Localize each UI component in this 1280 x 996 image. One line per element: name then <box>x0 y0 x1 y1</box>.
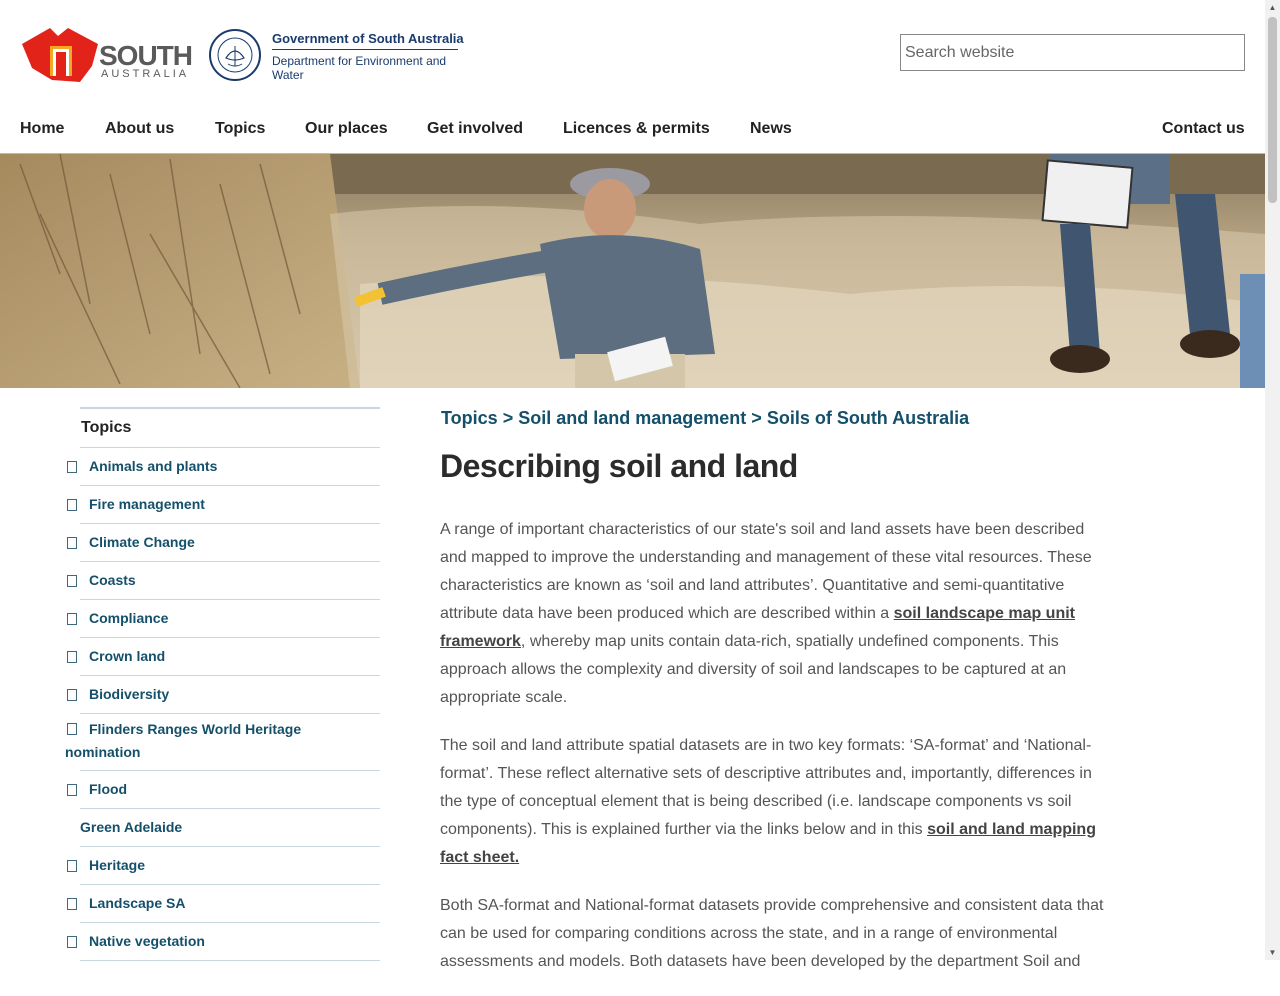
paragraph <box>440 516 1110 712</box>
breadcrumb-topics[interactable]: Topics <box>441 408 498 428</box>
sidebar-item-label: Native vegetation <box>89 933 205 949</box>
paragraph-text: Both SA-format and National-format datasets provide comprehensive and consistent data that can be used for comparing conditions across the state, and in a range of environmental assessments and models. Both datasets have been developed by the department Soil and <box>440 897 1104 970</box>
expand-icon[interactable] <box>67 936 77 948</box>
main-nav <box>0 110 1265 150</box>
sidebar-item-flinders-ranges[interactable] <box>65 714 380 771</box>
sidebar-item-heritage[interactable] <box>80 847 380 885</box>
breadcrumb-separator: > <box>502 408 514 428</box>
sidebar-item-climate-change[interactable] <box>80 524 380 562</box>
sidebar-item-label: Flinders Ranges World Heritage nomination <box>65 721 302 760</box>
nav-contact-us[interactable]: Contact us <box>1162 120 1245 137</box>
sidebar-item-label: Crown land <box>89 648 166 664</box>
sidebar-item-label: Fire management <box>89 496 205 512</box>
paragraph <box>440 892 1110 976</box>
sidebar-item-label: Coasts <box>89 572 136 588</box>
soil-landscape-map-unit-link[interactable]: soil landscape map unit framework <box>440 605 1075 650</box>
sidebar-item-coasts[interactable] <box>80 562 380 600</box>
sidebar-item-label: Landscape SA <box>89 895 186 911</box>
nav-news[interactable]: News <box>750 120 792 137</box>
expand-icon[interactable] <box>67 575 77 587</box>
topics-sidebar <box>65 407 380 961</box>
south-australia-logo[interactable] <box>22 22 192 82</box>
page-title: Describing soil and land <box>440 448 798 484</box>
expand-icon[interactable] <box>67 651 77 663</box>
sidebar-item-label: Compliance <box>89 610 169 626</box>
breadcrumb <box>441 408 969 429</box>
state-crest-icon <box>208 28 262 82</box>
south-australia-map-icon <box>22 24 100 82</box>
paragraph <box>440 732 1110 872</box>
sidebar-item-flood[interactable] <box>80 771 380 809</box>
breadcrumb-soils-of-south-australia[interactable]: Soils of South Australia <box>766 408 970 428</box>
sidebar-item-fire-management[interactable] <box>80 486 380 524</box>
gov-divider <box>272 49 458 50</box>
sidebar-item-label: Green Adelaide <box>80 819 183 835</box>
site-header <box>0 0 1265 153</box>
paragraph-text: , whereby map units contain data-rich, spatially undefined components. This approach allows the complexity and diversity of soil and landscapes to be captured at an appropriate scale. <box>440 633 1067 706</box>
sidebar-item-biodiversity[interactable] <box>80 676 380 714</box>
scroll-up-arrow-icon[interactable]: ▲ <box>1268 3 1277 12</box>
sa-logo-word: SOUTH <box>99 40 192 71</box>
sidebar-item-label: Flood <box>89 781 128 797</box>
expand-icon[interactable] <box>67 537 77 549</box>
sidebar-item-crown-land[interactable] <box>80 638 380 676</box>
scroll-down-arrow-icon[interactable]: ▼ <box>1268 948 1277 957</box>
nav-get-involved[interactable]: Get involved <box>427 120 524 137</box>
gov-department: Department for Environment and Water <box>272 54 447 82</box>
expand-icon[interactable] <box>67 898 77 910</box>
sidebar-item-green-adelaide[interactable] <box>80 809 380 847</box>
expand-icon[interactable] <box>67 784 77 796</box>
sidebar-title: Topics <box>80 407 380 448</box>
expand-icon[interactable] <box>67 499 77 511</box>
nav-licences-permits[interactable]: Licences & permits <box>563 120 710 137</box>
expand-icon[interactable] <box>67 461 77 473</box>
expand-icon[interactable] <box>67 860 77 872</box>
sa-logo-sub: AUSTRALIA <box>101 68 190 80</box>
main-content <box>440 516 1110 996</box>
breadcrumb-soil-and-land-management[interactable]: Soil and land management <box>518 408 747 428</box>
search-input[interactable] <box>900 34 1245 71</box>
sidebar-item-animals-and-plants[interactable] <box>80 448 380 486</box>
scrollbar-thumb[interactable] <box>1268 17 1277 203</box>
sidebar-item-landscape-sa[interactable] <box>80 885 380 923</box>
sidebar-item-label: Animals and plants <box>89 458 218 474</box>
sidebar-item-compliance[interactable] <box>80 600 380 638</box>
nav-topics[interactable]: Topics <box>215 120 266 137</box>
gov-title: Government of South Australia <box>272 31 464 46</box>
nav-about-us[interactable]: About us <box>105 120 175 137</box>
government-logo[interactable] <box>208 28 468 84</box>
soil-land-mapping-fact-sheet-link[interactable]: soil and land mapping fact sheet. <box>440 821 1096 866</box>
sidebar-item-label: Climate Change <box>89 534 195 550</box>
sidebar-item-label: Heritage <box>89 857 146 873</box>
paragraph-text: The soil and land attribute spatial datasets are in two key formats: ‘SA-format’ and ‘National-format’. These reflect alternative sets of descriptive attributes and, importantly, differences in the type of conceptual element that is being described (i.e. landscape components vs soil components). This is explained further via the links below and in this <box>440 737 1092 838</box>
expand-icon[interactable] <box>67 613 77 625</box>
expand-icon[interactable] <box>67 689 77 701</box>
paragraph-text: A range of important characteristics of our state's soil and land assets have been described and mapped to improve the understanding and management of these vital resources. These characteristics are known as ‘soil and land attributes’. Quantitative and semi-quantitative attribute data have been produced which are described within a <box>440 521 1092 622</box>
sidebar-item-label: Biodiversity <box>89 686 170 702</box>
nav-our-places[interactable]: Our places <box>305 120 388 137</box>
nav-home[interactable]: Home <box>20 120 65 137</box>
hero-image <box>0 153 1265 388</box>
breadcrumb-separator: > <box>751 408 762 428</box>
page-scrollbar[interactable] <box>1265 0 1280 960</box>
soil-pit-photo <box>0 154 1265 388</box>
sidebar-item-native-vegetation[interactable] <box>80 923 380 961</box>
